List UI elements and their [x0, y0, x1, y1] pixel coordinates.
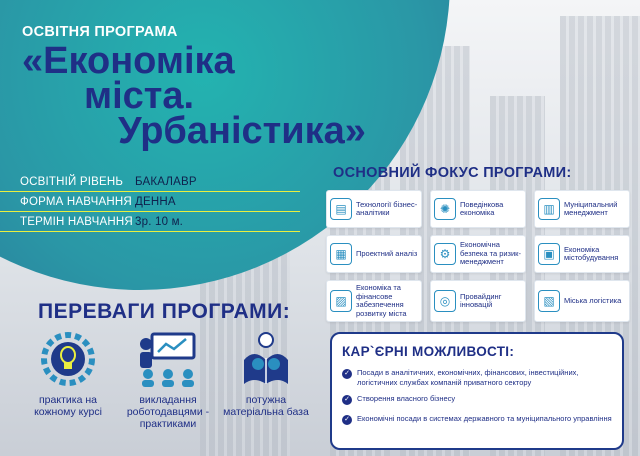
info-label: ТЕРМІН НАВЧАННЯ [20, 215, 133, 228]
security-icon: ⚙ [434, 243, 456, 265]
title-line: «Економіка [22, 40, 235, 82]
info-row [0, 192, 300, 212]
advantage-item [18, 330, 118, 418]
focus-card [534, 190, 630, 228]
focus-card [326, 190, 422, 228]
project-icon: ▦ [330, 243, 352, 265]
focus-card [326, 280, 422, 322]
focus-label: Технології бізнес-аналітики [356, 199, 418, 217]
check-icon: ✓ [342, 395, 352, 405]
check-icon: ✓ [342, 415, 352, 425]
careers-title: КАР`ЄРНІ МОЖЛИВОСТІ: [342, 344, 515, 359]
innovation-icon: ◎ [434, 290, 456, 312]
municipal-icon: ▥ [538, 198, 560, 220]
focus-card [534, 235, 630, 273]
focus-label: Провайдинг інновацій [460, 291, 502, 309]
focus-card [430, 280, 526, 322]
focus-card [326, 235, 422, 273]
advantages-title: ПЕРЕВАГИ ПРОГРАМИ: [38, 300, 291, 323]
advantage-item [216, 330, 316, 418]
focus-grid [326, 190, 630, 322]
advantage-label: викладання роботодавцями - практиками [126, 394, 210, 430]
book-brain-icon [232, 330, 300, 388]
career-text: Економічні посади в системах державного та муніципального управління [357, 414, 612, 423]
behavior-icon: ✺ [434, 198, 456, 220]
info-row [0, 212, 300, 232]
advantage-label: потужна матеріальна база [223, 394, 309, 418]
focus-label: Економіка містобудування [564, 244, 619, 262]
advantage-item [118, 330, 218, 430]
focus-label: Поведінкова економіка [460, 199, 504, 217]
title-line: Урбаністика» [118, 110, 366, 152]
program-eyebrow: ОСВІТНЯ ПРОГРАМА [22, 24, 178, 40]
focus-title: ОСНОВНИЙ ФОКУС ПРОГРАМИ: [333, 165, 572, 181]
focus-card [430, 190, 526, 228]
career-item [342, 394, 618, 405]
career-item [342, 414, 618, 425]
info-label: ОСВІТНІЙ РІВЕНЬ [20, 175, 124, 188]
focus-label: Муніципальний менеджмент [564, 199, 618, 217]
career-text: Посади в аналітичних, економічних, фінансових, інвестиційних, логістичних службах компаній приватного сектору [357, 368, 579, 387]
focus-label: Економіка та фінансове забезпечення розвитку міста [356, 283, 407, 318]
info-value: БАКАЛАВР [135, 175, 197, 188]
title-line: міста. [84, 75, 195, 117]
analytics-icon: ▤ [330, 198, 352, 220]
focus-label: Проектний аналіз [356, 248, 418, 258]
focus-card [430, 235, 526, 273]
career-text: Створення власного бізнесу [357, 394, 456, 403]
check-icon: ✓ [342, 369, 352, 379]
info-value: ДЕННА [135, 195, 176, 208]
career-item [342, 368, 618, 387]
focus-label: Міська логістика [564, 295, 622, 305]
careers-panel [330, 332, 624, 450]
program-info [0, 172, 300, 232]
advantage-label: практика на кожному курсі [34, 394, 102, 418]
info-value: 3р. 10 м. [135, 215, 184, 228]
info-row [0, 172, 300, 192]
construction-icon: ▣ [538, 243, 560, 265]
teacher-icon [134, 330, 202, 388]
program-title [22, 40, 366, 152]
gear-bulb-icon [34, 330, 102, 388]
info-label: ФОРМА НАВЧАННЯ [20, 195, 132, 208]
focus-label: Економічна безпека та ризик-менеджмент [460, 240, 521, 267]
logistics-icon: ▧ [538, 290, 560, 312]
finance-icon: ▨ [330, 290, 352, 312]
focus-card [534, 280, 630, 322]
